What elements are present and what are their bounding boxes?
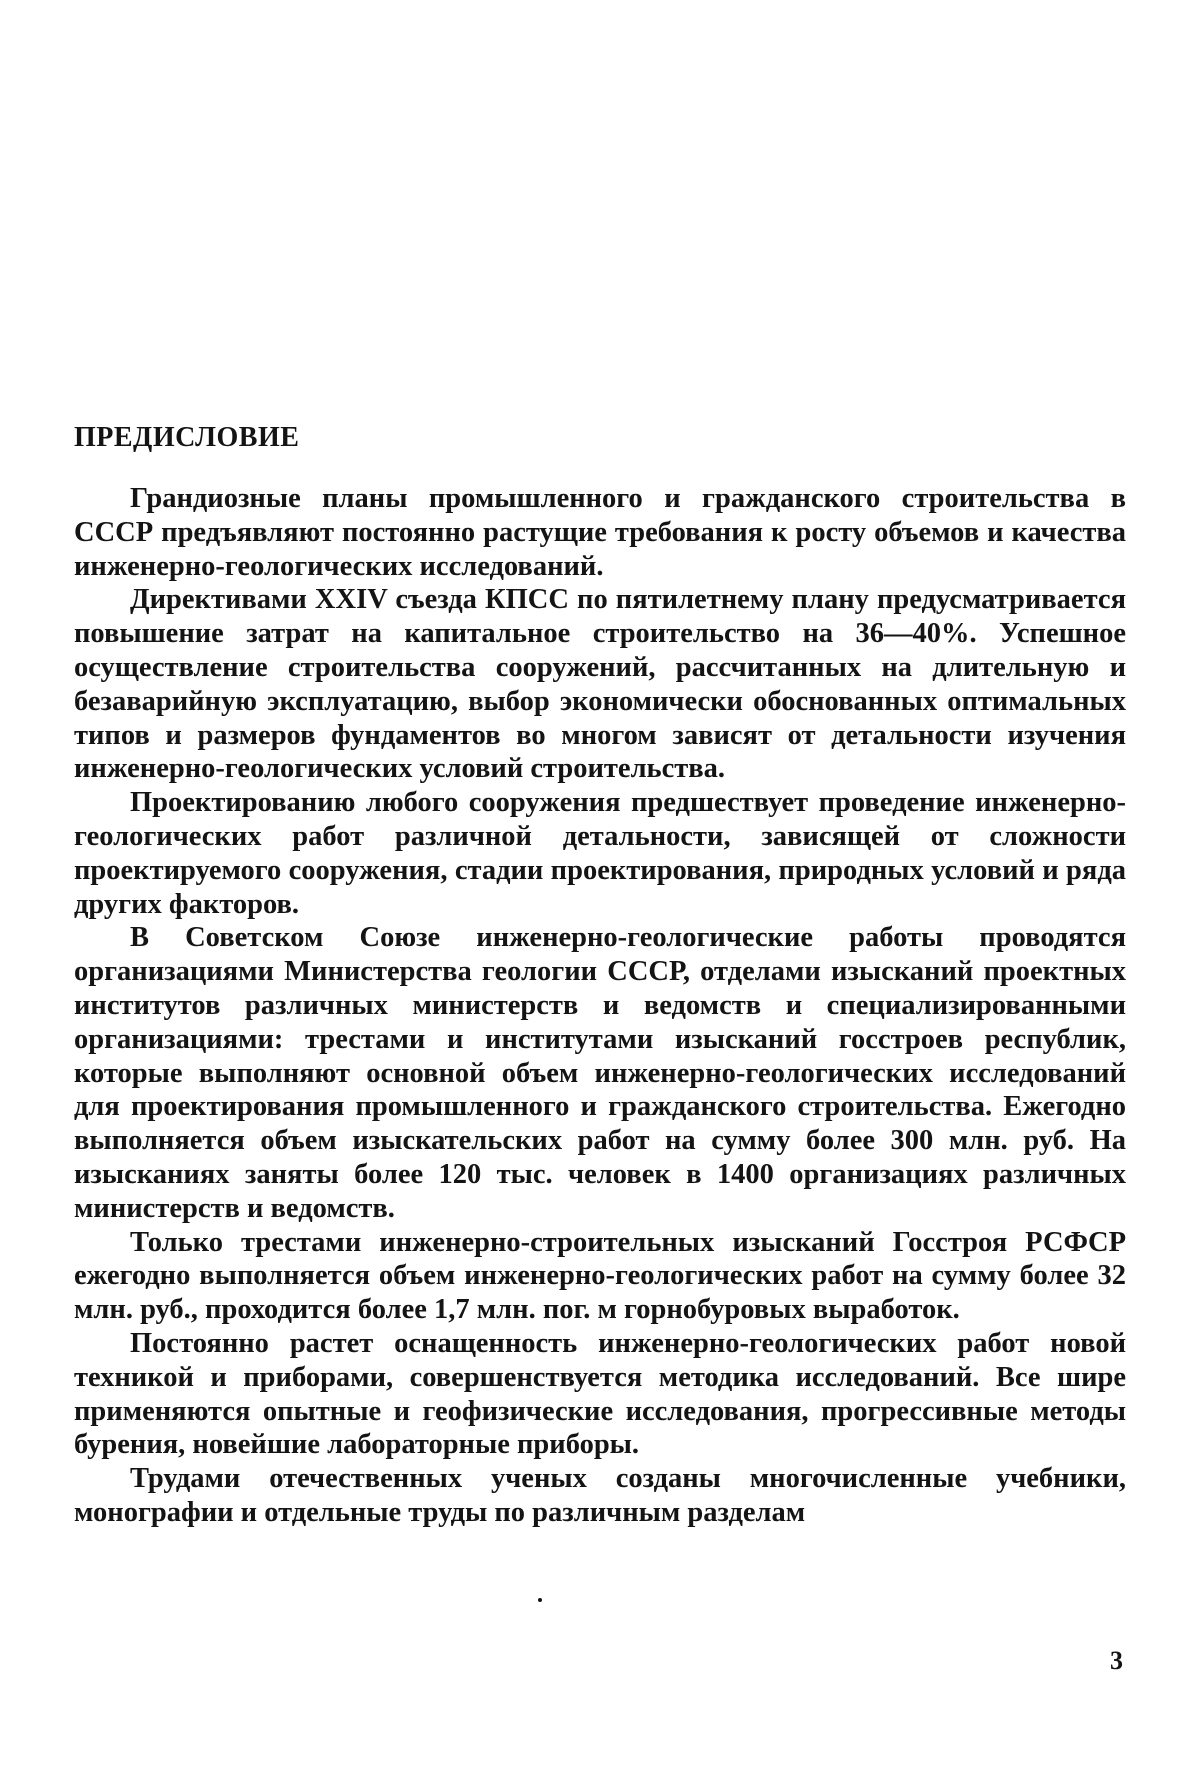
paragraph: Директивами XXIV съезда КПСС по пятилетнему плану предусматривается повышение затрат на капитальное строительство на 36—40%. Успешное осуществление строительства сооружений, рассчитанных на длительную и безаварийную эксплуатацию, выбор экономически обоснованных оптимальных типов и размеров фундаментов во многом зависят от детальности изучения инженерно-геологических условий строительства. xyxy=(74,584,1126,785)
paragraph: Только трестами инженерно-строительных изысканий Госстроя РСФСР ежегодно выполняется объем инженерно-геологических работ на сумму более 32 млн. руб., проходится более 1,7 млн. пог. м горнобуровых выработок. xyxy=(74,1226,1126,1326)
paragraph: В Советском Союзе инженерно-геологические работы проводятся организациями Министерства геологии СССР, отделами изысканий проектных институтов различных министерств и ведомств и специализированными организациями: трестами и институтами изысканий госстроев республик, которые выполняют основной объем инженерно-геологических исследований для проектирования промышленного и гражданского строительства. Ежегодно выполняется объем изыскательских работ на сумму более 300 млн. руб. На изысканиях заняты более 120 тыс. человек в 1400 организациях различных министерств и ведомств. xyxy=(74,922,1126,1224)
paragraph: Трудами отечественных ученых созданы многочисленные учебники, монографии и отдельные труды по различным разделам xyxy=(74,1463,1126,1528)
paragraph: Проектированию любого сооружения предшествует проведение инженерно-геологических работ различной детальности, зависящей от сложности проектируемого сооружения, стадии проектирования, природных условий и ряда других факторов. xyxy=(74,787,1126,920)
print-speck xyxy=(538,1598,542,1602)
page-number: 3 xyxy=(1110,1646,1123,1675)
page-heading: ПРЕДИСЛОВИЕ xyxy=(74,422,300,453)
paragraph: Постоянно растет оснащенность инженерно-геологических работ новой техникой и приборами, совершенствуется методика исследований. Все шире применяются опытные и геофизические исследования, прогрессивные методы бурения, новейшие лабораторные приборы. xyxy=(74,1327,1126,1461)
paragraph: Грандиозные планы промышленного и гражданского строительства в СССР предъявляют постоянно растущие требования к росту объемов и качества инженерно-геологических исследований. xyxy=(74,483,1126,582)
body-text xyxy=(74,482,1126,1530)
